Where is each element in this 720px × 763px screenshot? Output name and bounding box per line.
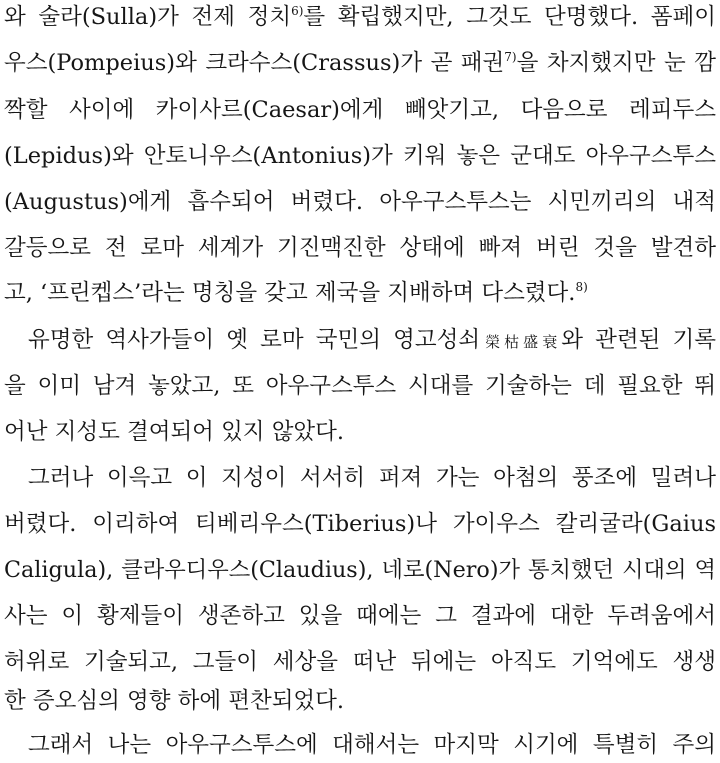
line-text: 어난 지성도 결여되어 있지 않았다. [4,419,345,445]
text-line-9 [4,369,716,403]
line-text: Caligula), 클라우디우스(Claudius), 네로(Nero)가 통치했던 시대의 역 [4,557,716,583]
line-text: (Lepidus)와 안토니우스(Antonius)가 키워 놓은 군대도 아우구스투스 [4,143,716,169]
footnote-marker: 6) [291,4,304,18]
line-text: 사는 이 황제들이 생존하고 있을 때에는 그 결과에 대한 두려움에서 [4,603,716,629]
text-line-16 [4,684,716,718]
text-line-10 [4,415,716,449]
text-line-17 [28,728,716,762]
text-line-13 [4,553,716,587]
line-text: 그러나 이윽고 이 지성이 서서히 퍼져 가는 아첨의 풍조에 밀려나 [28,465,716,491]
text-line-8 [28,323,716,357]
text-line-12 [4,507,716,541]
text-line-11 [28,461,716,495]
text-line-7 [4,276,716,310]
text-line-1 [4,0,716,34]
line-text: 유명한 역사가들이 옛 로마 국민의 영고성쇠 [28,327,481,353]
text-line-14 [4,599,716,633]
line-text: 와 관련된 기록 [561,327,716,353]
line-text: 그래서 나는 아우구스투스에 대해서는 마지막 시기에 특별히 주의 [28,732,716,758]
line-text: 한 증오심의 영향 하에 편찬되었다. [4,688,345,714]
line-text: 버렸다. 이리하여 티베리우스(Tiberius)나 가이우스 칼리굴라(Gaius [4,511,716,537]
text-line-5 [4,185,716,219]
line-text: 고, ‘프린켑스’라는 명칭을 갖고 제국을 지배하며 다스렸다. [4,280,576,306]
line-text: 을 이미 남겨 놓았고, 또 아우구스투스 시대를 기술하는 데 필요한 뛰 [4,373,716,399]
line-text: 짝할 사이에 카이사르(Caesar)에게 빼앗기고, 다음으로 레피두스 [4,97,716,123]
text-line-3 [4,93,716,127]
text-line-6 [4,231,716,265]
text-line-4 [4,139,716,173]
line-text: 우스(Pompeius)와 크라수스(Crassus)가 곧 패권 [4,50,505,76]
line-text: 갈등으로 전 로마 세계가 기진맥진한 상태에 빠져 버린 것을 발견하 [4,235,716,261]
text-line-2 [4,46,716,80]
line-text: (Augustus)에게 흡수되어 버렸다. 아우구스투스는 시민끼리의 내적 [4,189,716,215]
text-line-15 [4,645,716,679]
hanja-gloss: 榮枯盛衰 [480,333,562,351]
footnote-marker: 8) [575,280,588,294]
footnote-marker: 7) [504,50,517,64]
line-text: 허위로 기술되고, 그들이 세상을 떠난 뒤에는 아직도 기억에도 생생 [4,649,716,675]
line-text: 를 확립했지만, 그것도 단명했다. 폼페이 [303,4,716,30]
line-text: 와 술라(Sulla)가 전제 정치 [4,4,292,30]
line-text: 을 차지했지만 눈 깜 [516,50,716,76]
